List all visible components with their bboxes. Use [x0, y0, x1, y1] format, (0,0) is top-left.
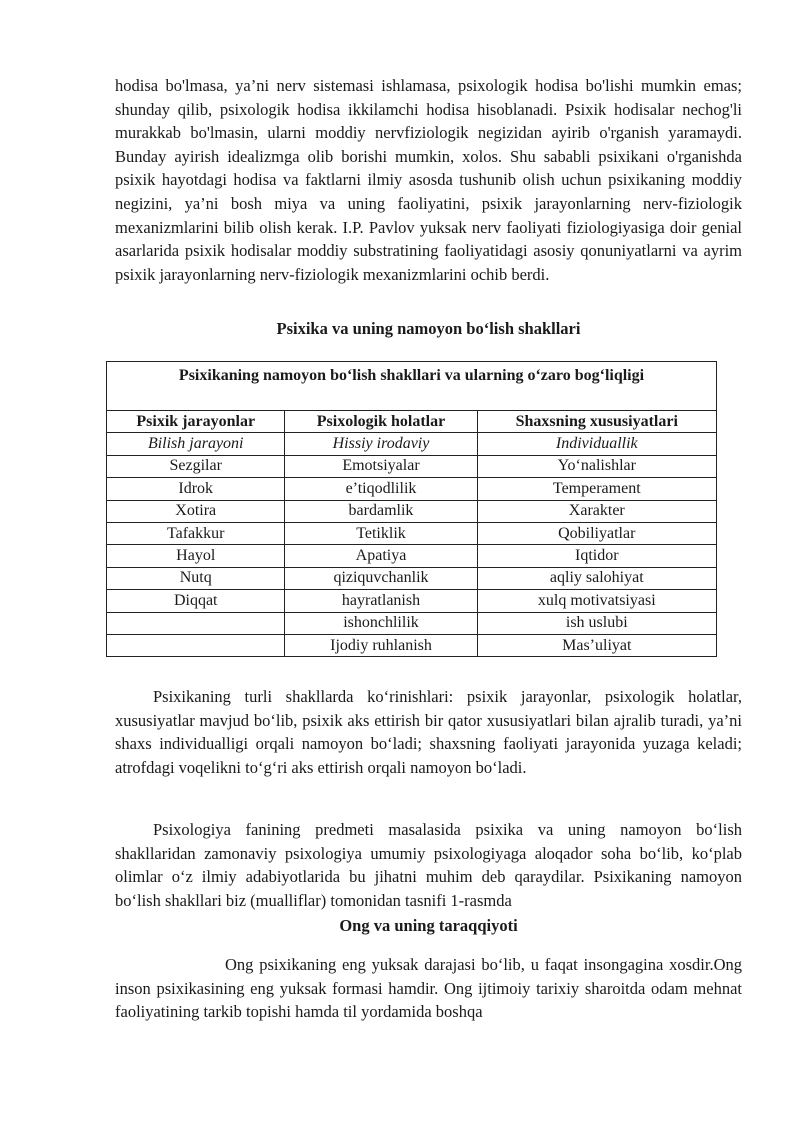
table-cell: Xotira: [107, 500, 285, 522]
table-cell: Nutq: [107, 567, 285, 589]
table-cell: [107, 634, 285, 656]
table-subheader-cell: Hissiy irodaviy: [285, 433, 477, 455]
table-cell: Apatiya: [285, 545, 477, 567]
table-cell: bardamlik: [285, 500, 477, 522]
table-cell: Idrok: [107, 478, 285, 500]
table-row: [107, 545, 717, 567]
table-cell: ishonchlilik: [285, 612, 477, 634]
table-row: [107, 634, 717, 656]
table-cell: aqliy salohiyat: [477, 567, 716, 589]
section-heading-psixika: Psixika va uning namoyon bo‘lish shakllari: [276, 319, 581, 338]
table-subheader-cell: Individuallik: [477, 433, 716, 455]
table-cell: Qobiliyatlar: [477, 522, 716, 544]
table-row: [107, 590, 717, 612]
table-header-cell: Psixologik holatlar: [285, 411, 477, 433]
table-cell: Emotsiyalar: [285, 455, 477, 477]
table-header-cell: Psixik jarayonlar: [107, 411, 285, 433]
table-cell: Yo‘nalishlar: [477, 455, 716, 477]
table-cell: hayratlanish: [285, 590, 477, 612]
table-row: [107, 612, 717, 634]
table-caption: Psixikaning namoyon bo‘lish shakllari va ularning o‘zaro bog‘liqligi: [107, 362, 717, 411]
table-cell: Mas’uliyat: [477, 634, 716, 656]
table-cell: Iqtidor: [477, 545, 716, 567]
table-row: [107, 478, 717, 500]
table-cell: ish uslubi: [477, 612, 716, 634]
body-paragraph-1: hodisa bo'lmasa, ya’ni nerv sistemasi ishlamasa, psixologik hodisa bo'lishi mumkin emas; shunday qilib, psixologik hodisa ikkilamchi hodisa hisoblanadi. Psixik hodisalar nechog'li murakkab bo'lmasin, ularni moddiy nervfiziologik negizidan ayirib o'rganish yaramaydi. Bunday ayirish idealizmga olib borishi mumkin, xolos. Shu sababli psixikani o'rganishda psixik hayotdagi hodisa va faktlarni ilmiy asosda tushunib olish uchun psixikaning moddiy negizini, ya’ni bosh miya va uning faoliyatini, psixik jarayonlarning nerv-fiziologik mexanizmlarini bilib olish kerak. I.P. Pavlov yuksak nerv faoliyati fiziologiyasiga doir genial asarlarida psixik hodisalar moddiy substratining faoliyatidagi asosiy qonuniyatlarni va ayrim psixik jarayonlarning nerv-fiziologik mexanizmlarini ochib berdi.: [115, 76, 742, 284]
table-cell: Hayol: [107, 545, 285, 567]
table-cell: Tetiklik: [285, 522, 477, 544]
table-cell: Xarakter: [477, 500, 716, 522]
table-cell: qiziquvchanlik: [285, 567, 477, 589]
table-cell: Ijodiy ruhlanish: [285, 634, 477, 656]
table-row: [107, 567, 717, 589]
table-row: [107, 455, 717, 477]
table-cell: Temperament: [477, 478, 716, 500]
table-cell: Tafakkur: [107, 522, 285, 544]
table-cell: xulq motivatsiyasi: [477, 590, 716, 612]
table-subheader-cell: Bilish jarayoni: [107, 433, 285, 455]
body-paragraph-3: Psixologiya fanining predmeti masalasida psixika va uning namoyon bo‘lish shakllaridan zamonaviy psixologiya umumiy psixologiyaga aloqador soha bo‘lib, ko‘plab olimlar o‘z ilmiy adabiyotlarida bu jihatni muhim deb qaraydilar. Psixikaning namoyon bo‘lish shakllari biz (mualliflar) tomonidan tasnifi 1-rasmda: [115, 820, 742, 910]
table-row: [107, 522, 717, 544]
table-caption-row: [107, 362, 717, 411]
table-cell: Sezgilar: [107, 455, 285, 477]
forms-of-psyche-table: [106, 361, 717, 657]
table-subheader-row: [107, 433, 717, 455]
table-cell: e’tiqodlilik: [285, 478, 477, 500]
body-paragraph-4: Ong psixikaning eng yuksak darajasi bo‘lib, u faqat insongagina xosdir.Ong inson psixikasining eng yuksak formasi hamdir. Ong ijtimoiy tarixiy sharoitda odam mehnat faoliyatining tarkib topishi hamda til yordamida boshqa: [115, 955, 742, 1022]
table-header-row: [107, 411, 717, 433]
table-cell: [107, 612, 285, 634]
table-row: [107, 500, 717, 522]
body-paragraph-2: Psixikaning turli shakllarda ko‘rinishlari: psixik jarayonlar, psixologik holatlar, xususiyatlar mavjud bo‘lib, psixik aks ettirish bir qator xususiyatlari bilan ajralib turadi, ya’ni shaxs individualligi orqali namoyon bo‘ladi; shaxsning faoliyati jarayonida yuzaga keladi; atrofdagi voqelikni to‘g‘ri aks ettirish orqali namoyon bo‘ladi.: [115, 687, 742, 777]
table-header-cell: Shaxsning xususiyatlari: [477, 411, 716, 433]
table-cell: Diqqat: [107, 590, 285, 612]
section-heading-ong: Ong va uning taraqqiyoti: [339, 916, 518, 935]
